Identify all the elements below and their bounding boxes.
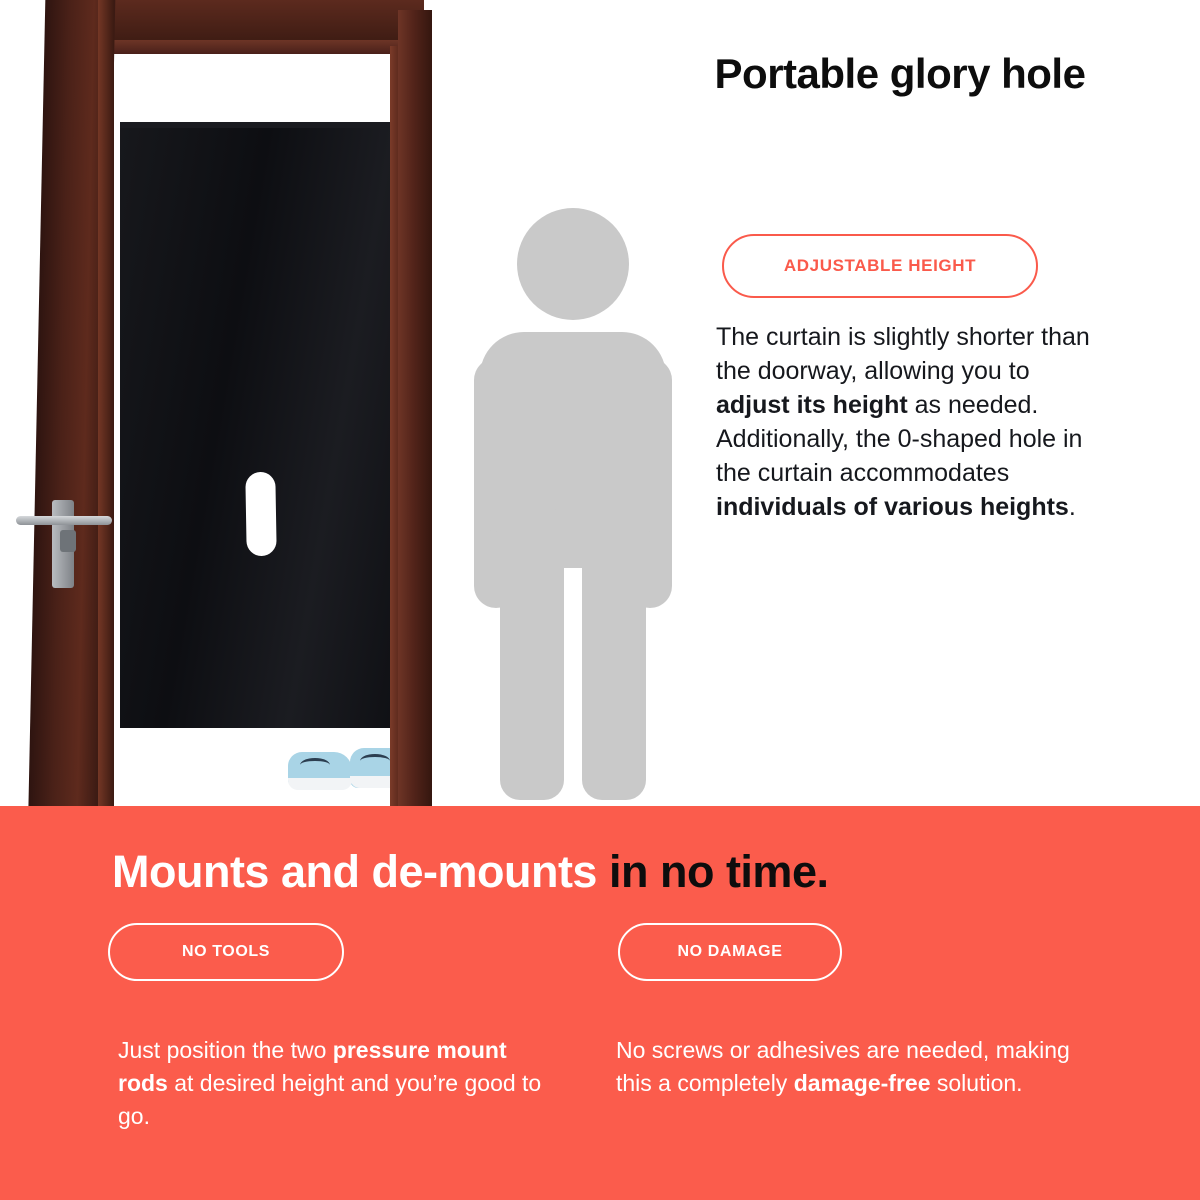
door-lock-knob xyxy=(60,530,76,552)
bottom-heading-white: Mounts and de-mounts xyxy=(112,846,597,897)
shoe-sole-left xyxy=(288,778,352,790)
badge-adjustable-height-label: ADJUSTABLE HEIGHT xyxy=(783,256,977,275)
badge-no-damage xyxy=(618,923,842,981)
bottom-heading-dark: in no time. xyxy=(596,846,829,897)
body-text: at desired height and you’re good to go. xyxy=(118,1070,542,1129)
shoe-lace-left xyxy=(300,758,330,772)
bottom-section xyxy=(0,806,1200,1200)
body-text: as needed. Additionally, the 0-shaped hole in the curtain accommodates xyxy=(716,391,1083,487)
shoe-lace-right xyxy=(360,754,390,768)
person-silhouette-icon xyxy=(462,208,682,808)
body-text: solution. xyxy=(930,1070,1023,1096)
body-text: No screws or adhesives are needed, making this a completely xyxy=(616,1037,1070,1096)
badge-no-tools xyxy=(108,923,344,981)
bottom-heading xyxy=(112,846,828,898)
no-tools-description xyxy=(118,1034,548,1133)
door-frame-top-inner xyxy=(110,40,416,54)
door-handle xyxy=(16,516,112,525)
badge-no-tools-label: NO TOOLS xyxy=(181,943,271,960)
door-leaf-edge xyxy=(98,0,114,890)
product-photo xyxy=(0,0,450,900)
badge-no-damage-label: NO DAMAGE xyxy=(677,943,783,960)
body-text: . xyxy=(1068,493,1076,521)
silhouette-leg-right xyxy=(582,508,646,800)
page-title: Portable glory hole xyxy=(714,50,1086,97)
no-damage-description xyxy=(616,1034,1086,1100)
emphasis-text: pressure mount rods xyxy=(118,1037,507,1096)
silhouette-head xyxy=(517,208,629,320)
emphasis-text: adjust its height xyxy=(716,391,908,419)
silhouette-leg-left xyxy=(500,508,564,800)
body-text: The curtain is slightly shorter than the doorway, allowing you to xyxy=(716,323,1090,385)
adjustable-height-description xyxy=(716,320,1096,524)
emphasis-text: individuals of various heights xyxy=(716,493,1069,521)
body-text: Just position the two xyxy=(118,1037,333,1063)
curtain-hole xyxy=(245,472,276,557)
badge-adjustable-height xyxy=(722,234,1038,298)
emphasis-text: damage-free xyxy=(793,1070,931,1096)
black-curtain xyxy=(120,128,405,728)
door-frame-right xyxy=(398,10,432,810)
